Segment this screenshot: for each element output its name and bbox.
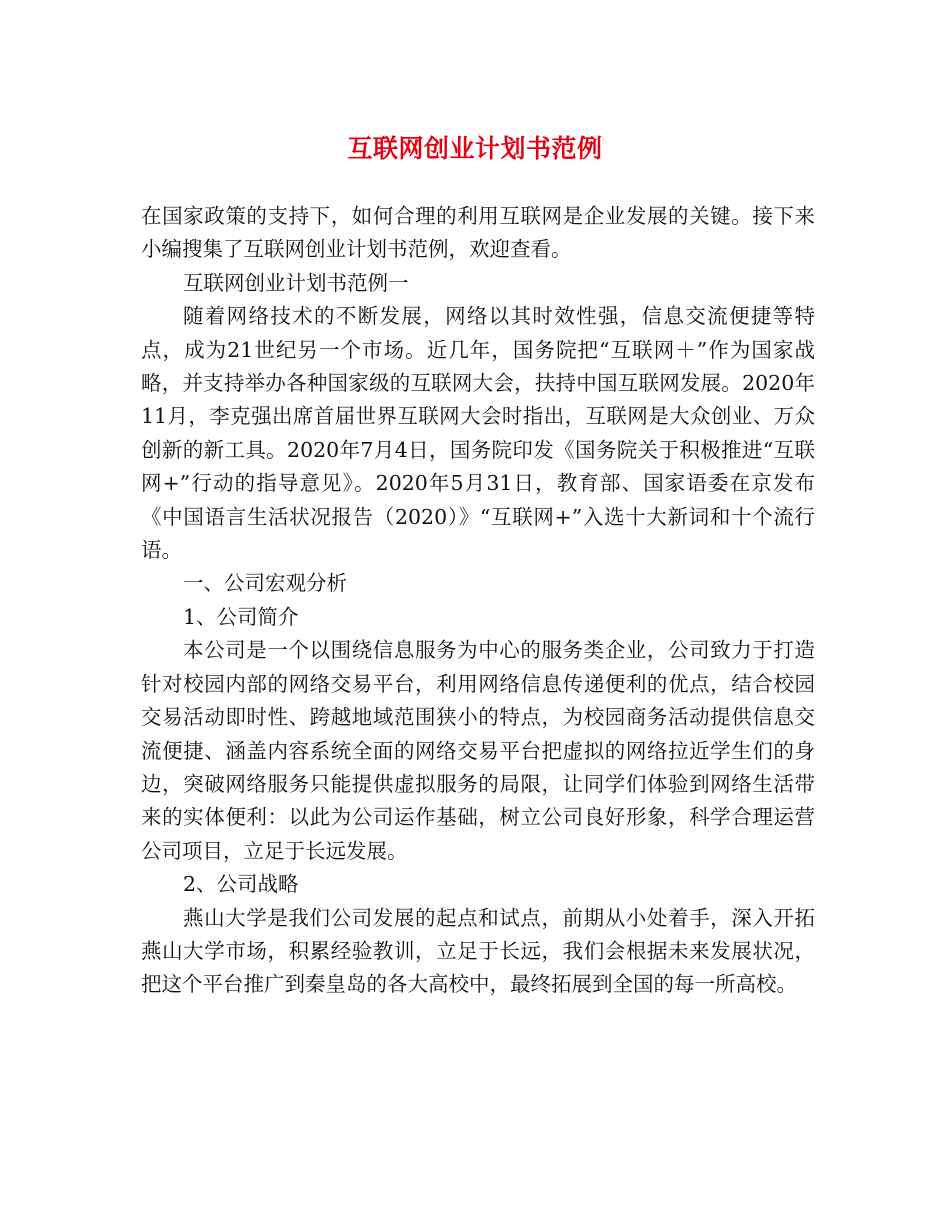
document-body [141,200,815,1002]
paragraph-heading-company-profile: 1、公司简介 [183,604,299,629]
paragraph-section-heading: 互联网创业计划书范例一 [183,270,409,295]
paragraph-company-strategy: 燕山大学是我们公司发展的起点和试点，前期从小处着手，深入开拓燕山大学市场，积累经验教训，立足于长远，我们会根据未来发展状况，把这个平台推广到秦皇岛的各大高校中，最终拓展到全国的每一所高校。 [141,905,815,997]
paragraph-heading-company-strategy: 2、公司战略 [183,872,299,897]
paragraph-background: 随着网络技术的不断发展，网络以其时效性强，信息交流便捷等特点，成为21世纪另一个市场。近几年，国务院把“互联网＋”作为国家战略，并支持举办各种国家级的互联网大会，扶持中国互联网发展。2020年11月，李克强出席首届世界互联网大会时指出，互联网是大众创业、万众创新的新工具。2020年7月4日，国务院印发《国务院关于积极推进“互联网+”行动的指导意见》。2020年5月31日，教育部、国家语委在京发布《中国语言生活状况报告（2020）》“互联网+”入选十大新词和十个流行语。 [141,304,815,563]
paragraph-intro: 在国家政策的支持下，如何合理的利用互联网是企业发展的关键。接下来小编搜集了互联网创业计划书范例，欢迎查看。 [141,204,815,262]
paragraph-company-profile: 本公司是一个以围绕信息服务为中心的服务类企业，公司致力于打造针对校园内部的网络交易平台，利用网络信息传递便利的优点，结合校园交易活动即时性、跨越地域范围狭小的特点，为校园商务活动提供信息交流便捷、涵盖内容系统全面的网络交易平台把虚拟的网络拉近学生们的身边，突破网络服务只能提供虚拟服务的局限，让同学们体验到网络生活带来的实体便利：以此为公司运作基础，树立公司良好形象，科学合理运营公司项目，立足于长远发展。 [141,638,815,863]
paragraph-heading-macro-analysis: 一、公司宏观分析 [183,571,347,596]
document-title: 互联网创业计划书范例 [347,134,603,163]
